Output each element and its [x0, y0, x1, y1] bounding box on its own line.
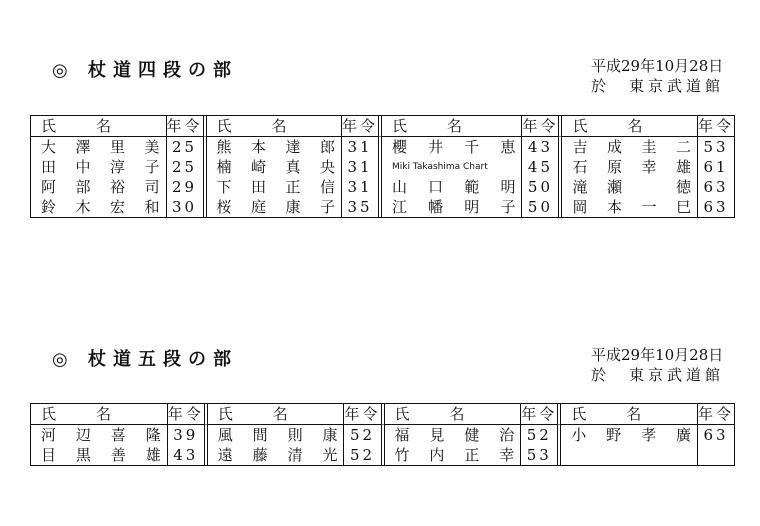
- column-header-name: [382, 116, 521, 137]
- member-name: 河辺喜隆: [41, 426, 161, 444]
- member-name: 竹内正幸: [394, 446, 515, 464]
- member-name: 遠藤清光: [217, 446, 338, 464]
- roster-table: [30, 115, 735, 218]
- member-age: 31: [341, 177, 382, 197]
- event-venue: 於 東京武道館: [590, 77, 724, 95]
- member-age: 45: [521, 157, 562, 177]
- member-name: 鈴木宏和: [41, 198, 160, 216]
- column-header-age: 年令: [166, 116, 207, 137]
- column-header-name-label: 氏名: [216, 117, 287, 135]
- column-header-name-label: 氏名: [572, 117, 643, 135]
- roster-table: [30, 403, 735, 466]
- member-age: 35: [341, 197, 382, 217]
- member-age: 43: [521, 137, 562, 157]
- member-age: 29: [166, 177, 207, 197]
- member-name: 石原幸雄: [572, 158, 691, 176]
- member-age: 52: [343, 425, 384, 445]
- column-header-name: [562, 116, 697, 137]
- column-header-name-label: 氏名: [392, 117, 463, 135]
- member-age: 25: [166, 157, 207, 177]
- section-title: ◎ 杖道四段の部: [52, 60, 238, 81]
- event-venue: 於 東京武道館: [590, 366, 724, 384]
- member-age: 50: [521, 177, 562, 197]
- column-header-name: [31, 116, 166, 137]
- member-age: 61: [697, 157, 734, 177]
- member-age: 63: [697, 197, 734, 217]
- member-age: 53: [520, 445, 561, 465]
- member-name: 桜庭康子: [216, 198, 336, 216]
- member-name: 岡本一巳: [572, 198, 691, 216]
- member-name: 阿部裕司: [41, 178, 160, 196]
- member-name: 滝瀬 徳: [572, 178, 691, 196]
- member-age: 63: [697, 425, 734, 445]
- column-header-name-label: 氏名: [571, 405, 642, 423]
- table-row: [31, 137, 734, 157]
- member-name: 江幡明子: [392, 198, 516, 216]
- column-header-name-label: 氏名: [217, 405, 288, 423]
- member-name: 目黒善雄: [41, 446, 161, 464]
- member-age: 50: [521, 197, 562, 217]
- table-row: [31, 157, 734, 177]
- header-row: [31, 116, 734, 137]
- member-name: Miki Takashima Chart: [392, 162, 488, 172]
- member-age: 31: [341, 137, 382, 157]
- column-header-name: [208, 404, 344, 425]
- column-header-age: 年令: [167, 404, 208, 425]
- column-header-name: [561, 404, 697, 425]
- member-name: 櫻井千恵: [392, 138, 516, 156]
- column-header-name-label: 氏名: [41, 405, 111, 423]
- column-header-name-label: 氏名: [394, 405, 465, 423]
- member-age: [697, 445, 734, 465]
- member-age: 30: [166, 197, 207, 217]
- member-name: 下田正信: [216, 178, 336, 196]
- column-header-name-label: 氏名: [41, 117, 111, 135]
- member-age: 31: [341, 157, 382, 177]
- table-row: [31, 177, 734, 197]
- column-header-name: [31, 404, 167, 425]
- member-name: 山口範明: [392, 178, 516, 196]
- member-name: 福見健治: [394, 426, 515, 444]
- member-name: [561, 445, 697, 465]
- member-name: 風間則康: [217, 426, 338, 444]
- table-row: [31, 445, 734, 465]
- member-name: 楠崎真央: [216, 158, 336, 176]
- member-name: 小野孝廣: [571, 426, 691, 444]
- member-name: 田中淳子: [41, 158, 160, 176]
- column-header-name: [207, 116, 342, 137]
- member-name: 熊本達郎: [216, 138, 336, 156]
- column-header-age: 年令: [697, 117, 734, 135]
- member-age: 63: [697, 177, 734, 197]
- column-header-age: 年令: [343, 404, 384, 425]
- member-age: 53: [697, 137, 734, 157]
- table-row: [31, 425, 734, 445]
- member-name: 大澤里美: [41, 138, 160, 156]
- header-row: [31, 404, 734, 425]
- column-header-age: 年令: [521, 116, 562, 137]
- column-header-age: 年令: [697, 405, 734, 423]
- member-age: 43: [167, 445, 208, 465]
- member-age: 52: [520, 425, 561, 445]
- member-age: 25: [166, 137, 207, 157]
- column-header-name: [385, 404, 521, 425]
- event-date: 平成29年10月28日: [590, 346, 724, 364]
- column-header-age: 年令: [520, 404, 561, 425]
- event-info: [591, 56, 724, 96]
- member-age: 52: [343, 445, 384, 465]
- member-age: 39: [167, 425, 208, 445]
- table-row: [31, 197, 734, 217]
- member-name: 吉成圭二: [572, 138, 691, 156]
- section-title: ◎ 杖道五段の部: [52, 349, 238, 370]
- event-date: 平成29年10月28日: [590, 57, 724, 75]
- column-header-age: 年令: [341, 116, 382, 137]
- event-info: [591, 345, 724, 385]
